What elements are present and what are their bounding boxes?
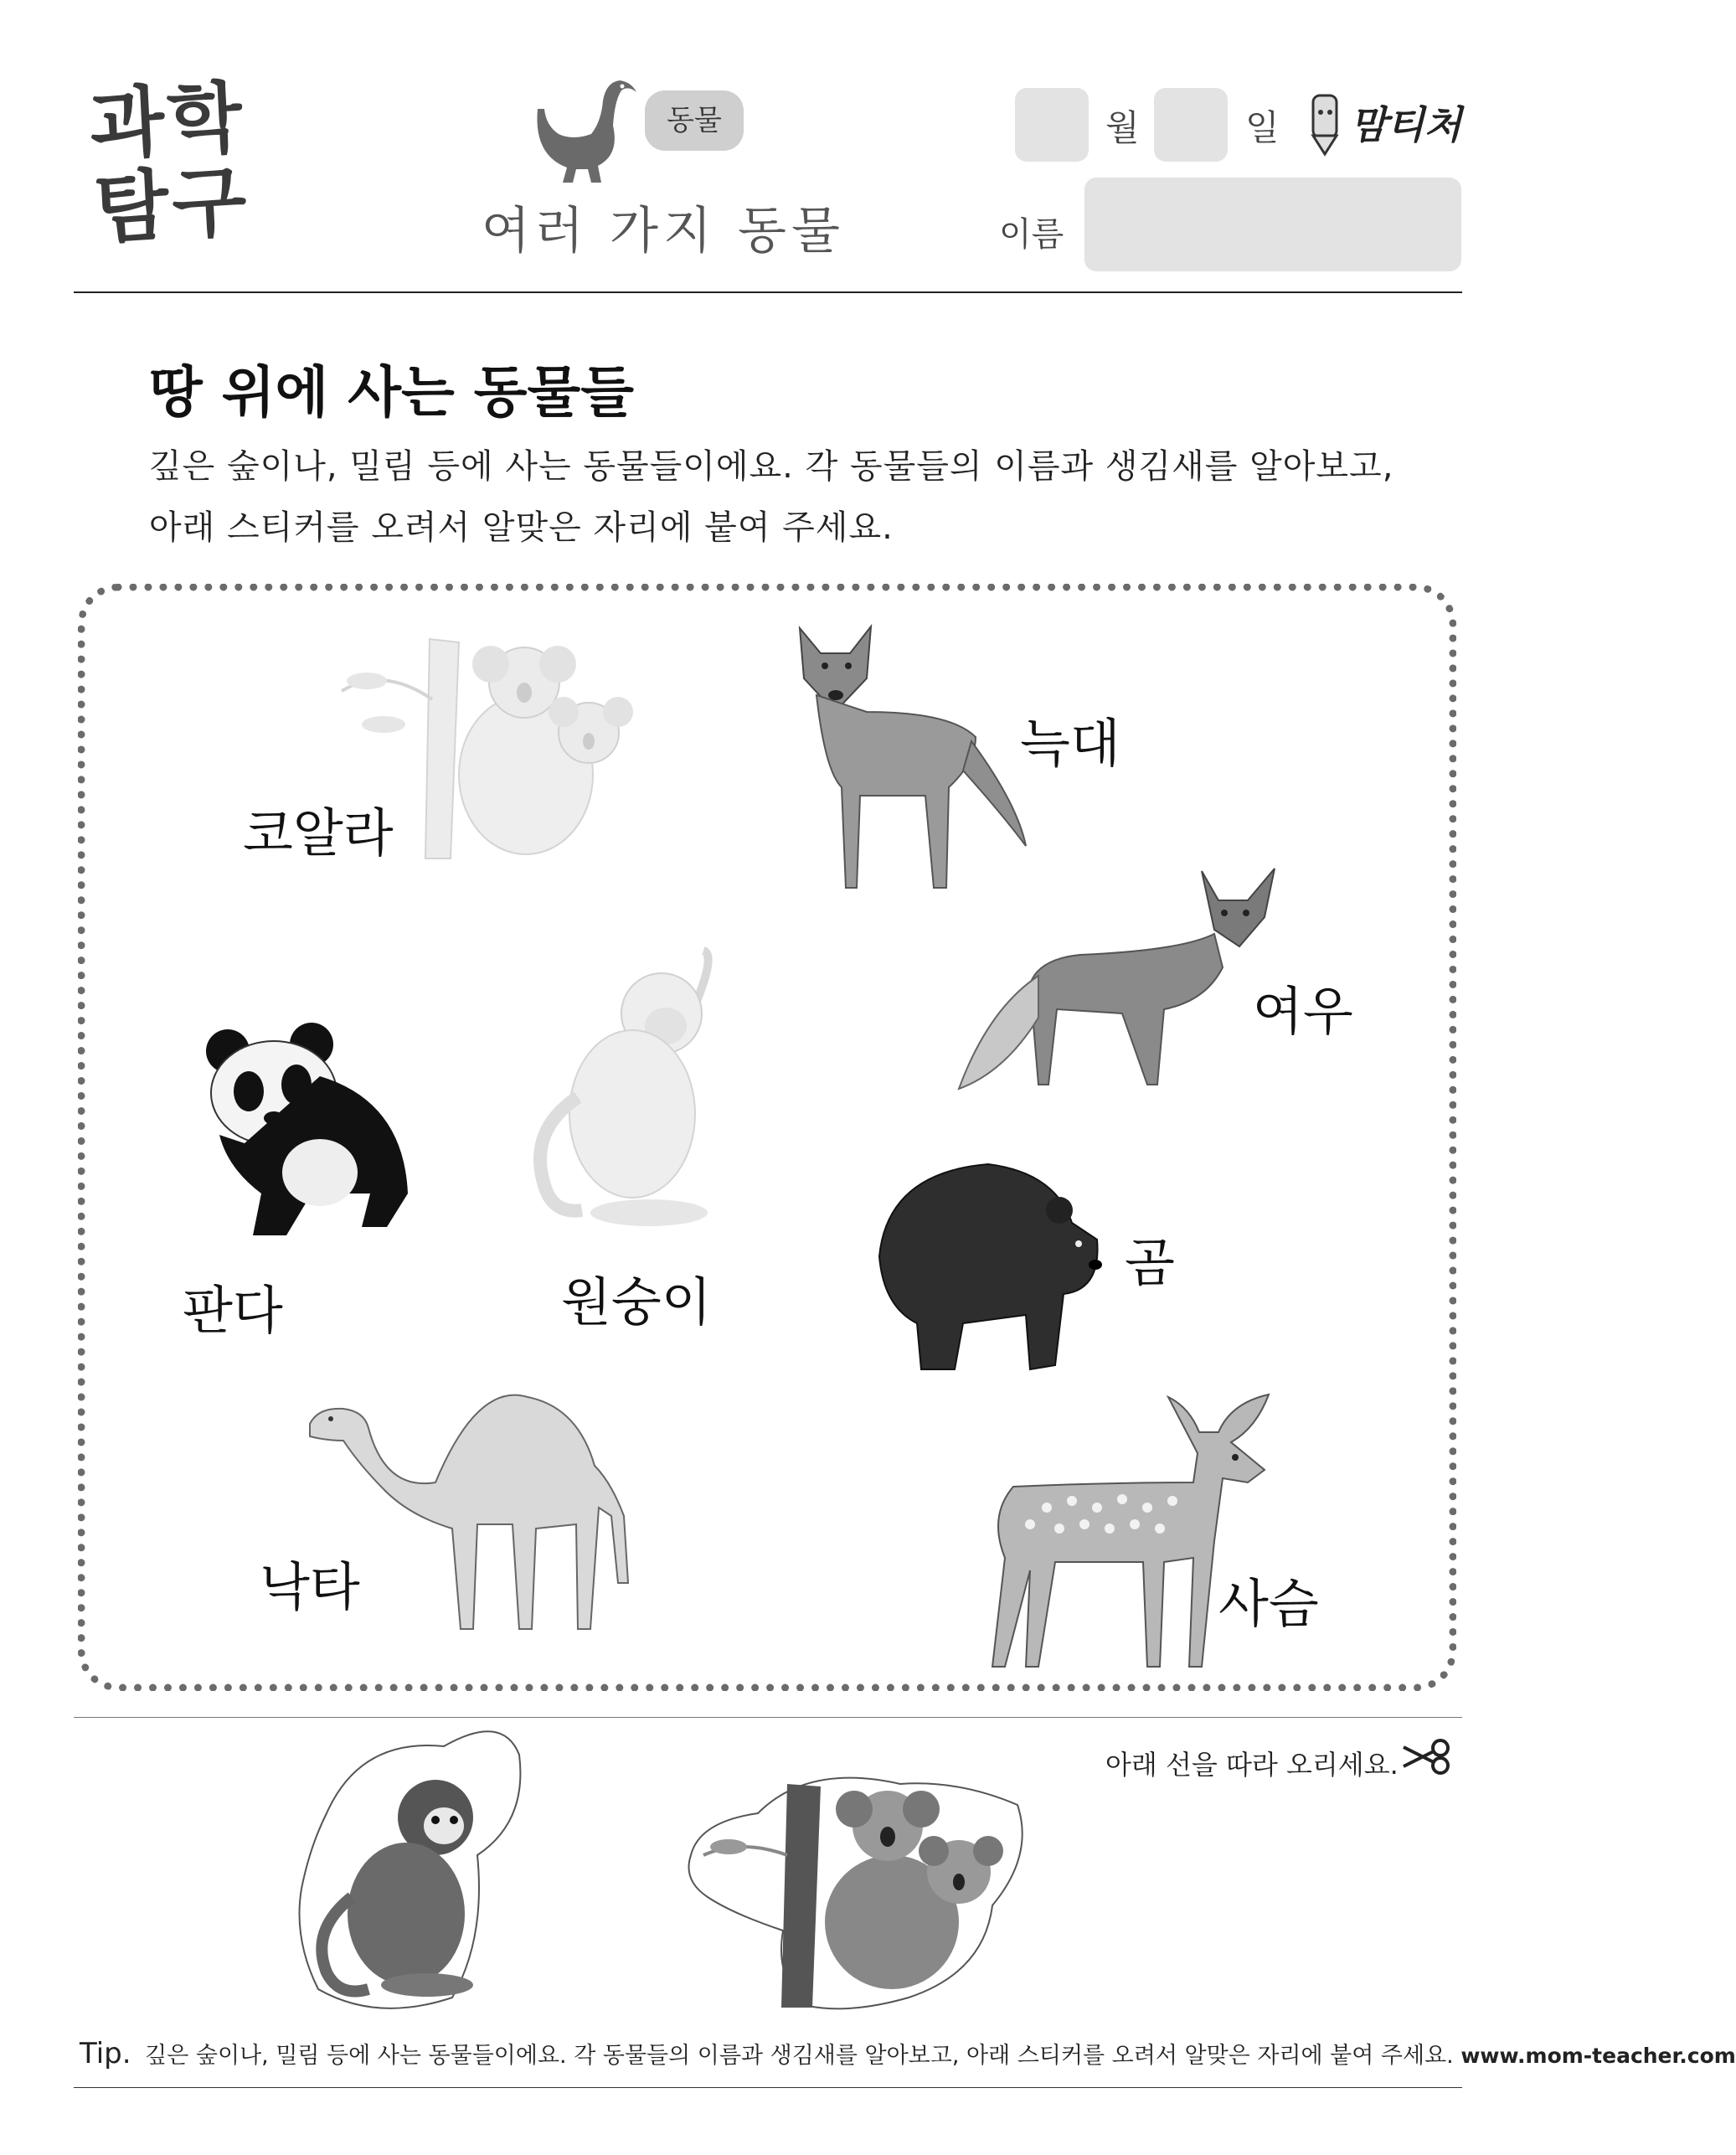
label-koala: 코알라 bbox=[243, 802, 394, 864]
logo-line-2: 탐구 bbox=[91, 156, 253, 255]
dinosaur-icon bbox=[521, 75, 638, 184]
month-label: 월 bbox=[1105, 107, 1140, 148]
footer-divider bbox=[74, 2087, 1462, 2088]
header-divider bbox=[74, 291, 1462, 293]
sticker-monkey[interactable] bbox=[293, 1721, 528, 2014]
tip-label: Tip. bbox=[80, 2037, 131, 2070]
name-input[interactable] bbox=[1084, 178, 1461, 271]
description-line-1: 깊은 숲이나, 밀림 등에 사는 동물들이에요. 각 동물들의 이름과 생김새를 알아보고, bbox=[149, 447, 1394, 486]
topic-badge: 동물 bbox=[645, 90, 744, 151]
scissors-icon bbox=[1400, 1738, 1455, 1776]
description-line-2: 아래 스티커를 오려서 알맞은 자리에 붙여 주세요. bbox=[149, 508, 894, 547]
label-deer: 사슴 bbox=[1218, 1573, 1319, 1634]
wolf-image bbox=[783, 620, 1034, 905]
fox-image bbox=[955, 867, 1281, 1110]
bear-image bbox=[871, 1156, 1105, 1382]
logo-line-1: 과학 bbox=[87, 72, 248, 171]
name-label: 이름 bbox=[999, 215, 1064, 254]
label-bear: 곰 bbox=[1125, 1232, 1175, 1293]
cut-instruction: 아래 선을 따라 오리세요. bbox=[1105, 1749, 1399, 1781]
worksheet-subtitle: 여러 가지 동물 bbox=[482, 202, 845, 260]
label-monkey: 원숭이 bbox=[561, 1271, 712, 1333]
label-fox: 여우 bbox=[1253, 981, 1353, 1042]
section-title: 땅 위에 사는 동물들 bbox=[149, 360, 634, 425]
label-wolf: 늑대 bbox=[1020, 713, 1120, 774]
cut-divider bbox=[74, 1717, 1462, 1718]
label-panda: 판다 bbox=[183, 1280, 283, 1341]
footer-tip bbox=[80, 2037, 1736, 2070]
month-input[interactable] bbox=[1015, 88, 1089, 162]
day-label: 일 bbox=[1245, 107, 1280, 148]
monkey-placeholder-image bbox=[532, 946, 733, 1231]
brand-logo: 맘티처 bbox=[1350, 102, 1462, 147]
panda-image bbox=[194, 1026, 412, 1240]
sticker-koala[interactable] bbox=[683, 1763, 1034, 2014]
pencil-mascot-icon bbox=[1303, 89, 1347, 156]
day-input[interactable] bbox=[1154, 88, 1228, 162]
logo-title bbox=[87, 72, 264, 255]
label-camel: 낙타 bbox=[260, 1556, 360, 1617]
website-link[interactable]: www.mom-teacher.com bbox=[1460, 2044, 1736, 2068]
tip-text: 깊은 숲이나, 밀림 등에 사는 동물들이에요. 각 동물들의 이름과 생김새를 알아보고, 아래 스티커를 오려서 알맞은 자리에 붙여 주세요. bbox=[145, 2043, 1454, 2069]
